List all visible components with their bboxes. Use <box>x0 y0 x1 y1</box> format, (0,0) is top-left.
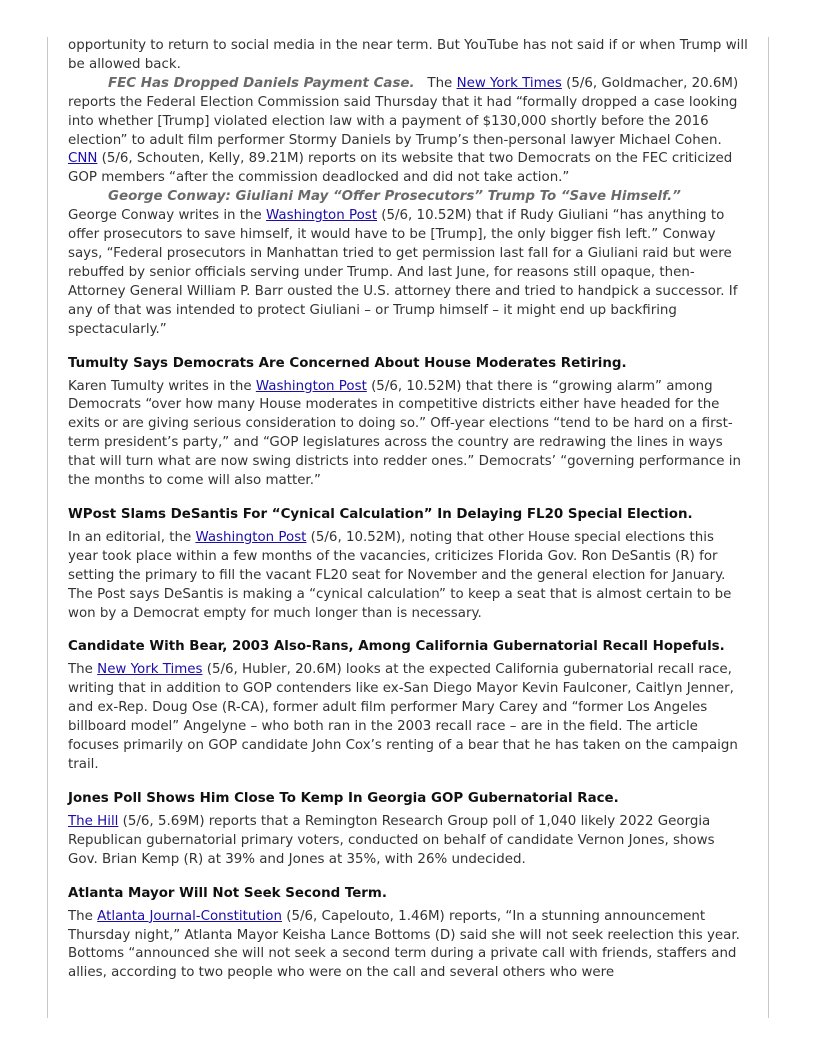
conway-source-link[interactable]: Washington Post <box>266 208 378 224</box>
newsletter-body <box>68 37 748 983</box>
article-heading: Tumulty Says Democrats Are Concerned About House Moderates Retiring. <box>68 355 627 371</box>
fec-cnn-link[interactable]: CNN <box>68 151 98 167</box>
conway-lead: George Conway: Giuliani May “Offer Prosecutors” Trump To “Save Himself.” <box>108 189 681 205</box>
article-heading: Candidate With Bear, 2003 Also-Rans, Among California Gubernatorial Recall Hopefuls. <box>68 639 725 655</box>
article-wpost-desantis <box>68 505 748 624</box>
atlanta-source-link[interactable]: Atlanta Journal-Constitution <box>97 908 282 924</box>
conway-paragraph: George Conway writes in the Washington Post (5/6, 10.52M) that if Rudy Giuliani “has anything to offer prosecutors to save himself, it would have to be [Trump], the only bigger fish left.” Conway says, “Federal prosecutors in Manhattan tried to get permission last fall for a Giuliani raid but were rebuffed by senior officials serving under Trump. And last June, for reasons still opaque, then-Attorney General William P. Barr ousted the U.S. attorney there and tried to handpick a successor. If any of that was intended to protect Giuliani – or Trump himself – it might end up backfiring spectacularly.” <box>68 208 738 337</box>
jones-source-link[interactable]: The Hill <box>68 813 119 829</box>
article-tumulty <box>68 354 748 491</box>
article-california-recall <box>68 637 748 774</box>
article-georgia-poll <box>68 789 748 870</box>
fec-source-link[interactable]: New York Times <box>456 75 562 91</box>
article-heading: Jones Poll Shows Him Close To Kemp In Georgia GOP Gubernatorial Race. <box>68 790 619 806</box>
conway-lead-paragraph <box>68 188 748 207</box>
right-margin-rule <box>768 37 769 1018</box>
article-atlanta-mayor <box>68 884 748 984</box>
fec-paragraph: FEC Has Dropped Daniels Payment Case. The New York Times (5/6, Goldmacher, 20.6M) reports the Federal Election Commission said Thursday that it had “formally dropped a case looking into whether [Trump] violated election law with a payment of $130,000 shortly before the 2016 election” to adult film performer Stormy Daniels by Trump’s then-personal lawyer Michael Cohen. CNN (5/6, Schouten, Kelly, 89.21M) reports on its website that two Democrats on the FEC criticized GOP members “after the commission deadlocked and did not take action.” <box>68 75 739 186</box>
bear-source-link[interactable]: New York Times <box>97 662 203 678</box>
wpost-source-link[interactable]: Washington Post <box>195 529 307 545</box>
article-heading: Atlanta Mayor Will Not Seek Second Term. <box>68 885 387 901</box>
fec-lead: FEC Has Dropped Daniels Payment Case. <box>108 75 415 91</box>
article-body: In an editorial, the Washington Post (5/6, 10.52M), noting that other House special elections this year took place within a few months of the vacancies, criticizes Florida Gov. Ron DeSantis (R) for setting the primary to fill the vacant FL20 seat for November and the general election for January. The Post says DeSantis is making a “cynical calculation” to keep a seat that is almost certain to be won by a Democrat empty for much longer than is necessary. <box>68 529 732 621</box>
article-body: Karen Tumulty writes in the Washington Post (5/6, 10.52M) that there is “growing alarm” among Democrats “over how many House moderates in competitive districts either have headed for the exits or are giving serious consideration to doing so.” Off-year elections “tend to be hard on a first-term president’s party,” and “GOP legislatures across the country are redrawing the lines in ways that will turn what are now swing districts into redder ones.” Democrats’ “governing performance in the months to come will also matter.” <box>68 378 741 489</box>
tumulty-source-link[interactable]: Washington Post <box>255 378 367 394</box>
article-body: The Atlanta Journal-Constitution (5/6, Capelouto, 1.46M) reports, “In a stunning announcement Thursday night,” Atlanta Mayor Keisha Lance Bottoms (D) said she will not seek reelection this year. Bottoms “announced she will not seek a second term during a private call with friends, staffers and allies, according to two people who were on the call and several others who were <box>68 908 740 981</box>
article-body: The Hill (5/6, 5.69M) reports that a Remington Research Group poll of 1,040 likely 2022 Georgia Republican gubernatorial primary voters, conducted on behalf of candidate Vernon Jones, shows Gov. Brian Kemp (R) at 39% and Jones at 35%, with 26% undecided. <box>68 813 715 867</box>
left-margin-rule <box>47 37 48 1018</box>
intro-paragraph: opportunity to return to social media in the near term. But YouTube has not said if or when Trump will be allowed back. <box>68 38 748 72</box>
article-heading: WPost Slams DeSantis For “Cynical Calculation” In Delaying FL20 Special Election. <box>68 506 693 522</box>
article-body: The New York Times (5/6, Hubler, 20.6M) looks at the expected California gubernatorial recall race, writing that in addition to GOP contenders like ex-San Diego Mayor Kevin Faulconer, Caitlyn Jenner, and ex-Rep. Doug Ose (R-CA), former adult film performer Mary Carey and “former Los Angeles billboard model” Angelyne – who both ran in the 2003 recall race – are in the field. The article focuses primarily on GOP candidate John Cox’s renting of a bear that he has taken on the campaign trail. <box>68 662 738 772</box>
